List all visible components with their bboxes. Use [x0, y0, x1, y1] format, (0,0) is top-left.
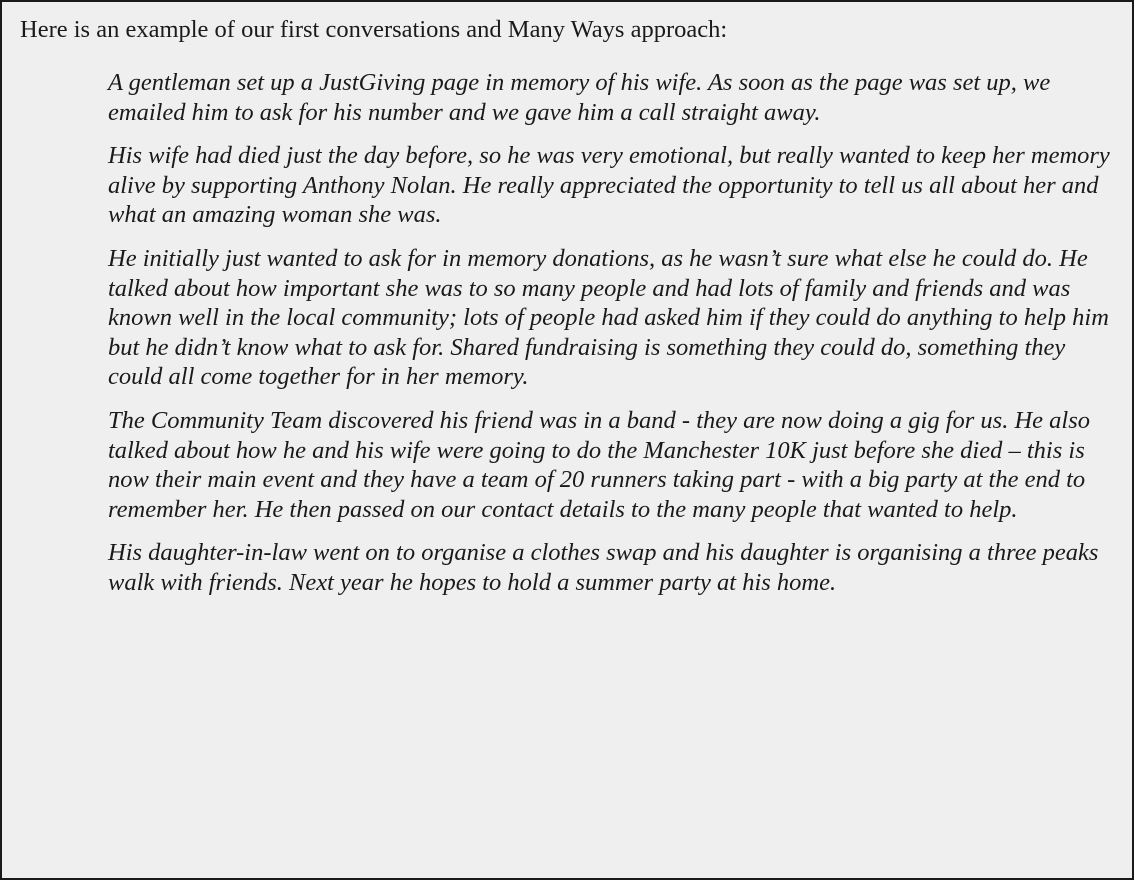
- story-paragraph-4: The Community Team discovered his friend was in a band - they are now doing a gig for us. He also talked about how he and his wife were going to do the Manchester 10K just before she died – this is now their main event and they have a team of 20 runners taking part - with a big party at the end to remember her. He then passed on our contact details to the many people that wanted to help.: [108, 406, 1090, 523]
- story-paragraph-1: A gentleman set up a JustGiving page in memory of his wife. As soon as the page was set up, we emailed him to ask for his number and we gave him a call straight away.: [108, 69, 1051, 126]
- story-quote: [108, 68, 1123, 612]
- intro-text: Here is an example of our first conversations and Many Ways approach:: [20, 16, 728, 43]
- story-paragraph-5: His daughter-in-law went on to organise a clothes swap and his daughter is organising a three peaks walk with friends. Next year he hopes to hold a summer party at his home.: [108, 539, 1099, 596]
- story-paragraph-2: His wife had died just the day before, so he was very emotional, but really wanted to keep her memory alive by supporting Anthony Nolan. He really appreciated the opportunity to tell us all about her and what an amazing woman she was.: [108, 142, 1110, 229]
- story-paragraph-3: He initially just wanted to ask for in memory donations, as he wasn’t sure what else he could do. He talked about how important she was to so many people and had lots of family and friends and was known well in the local community; lots of people had asked him if they could do anything to help him but he didn’t know what to ask for. Shared fundraising is something they could do, something they could all come together for in her memory.: [108, 244, 1109, 391]
